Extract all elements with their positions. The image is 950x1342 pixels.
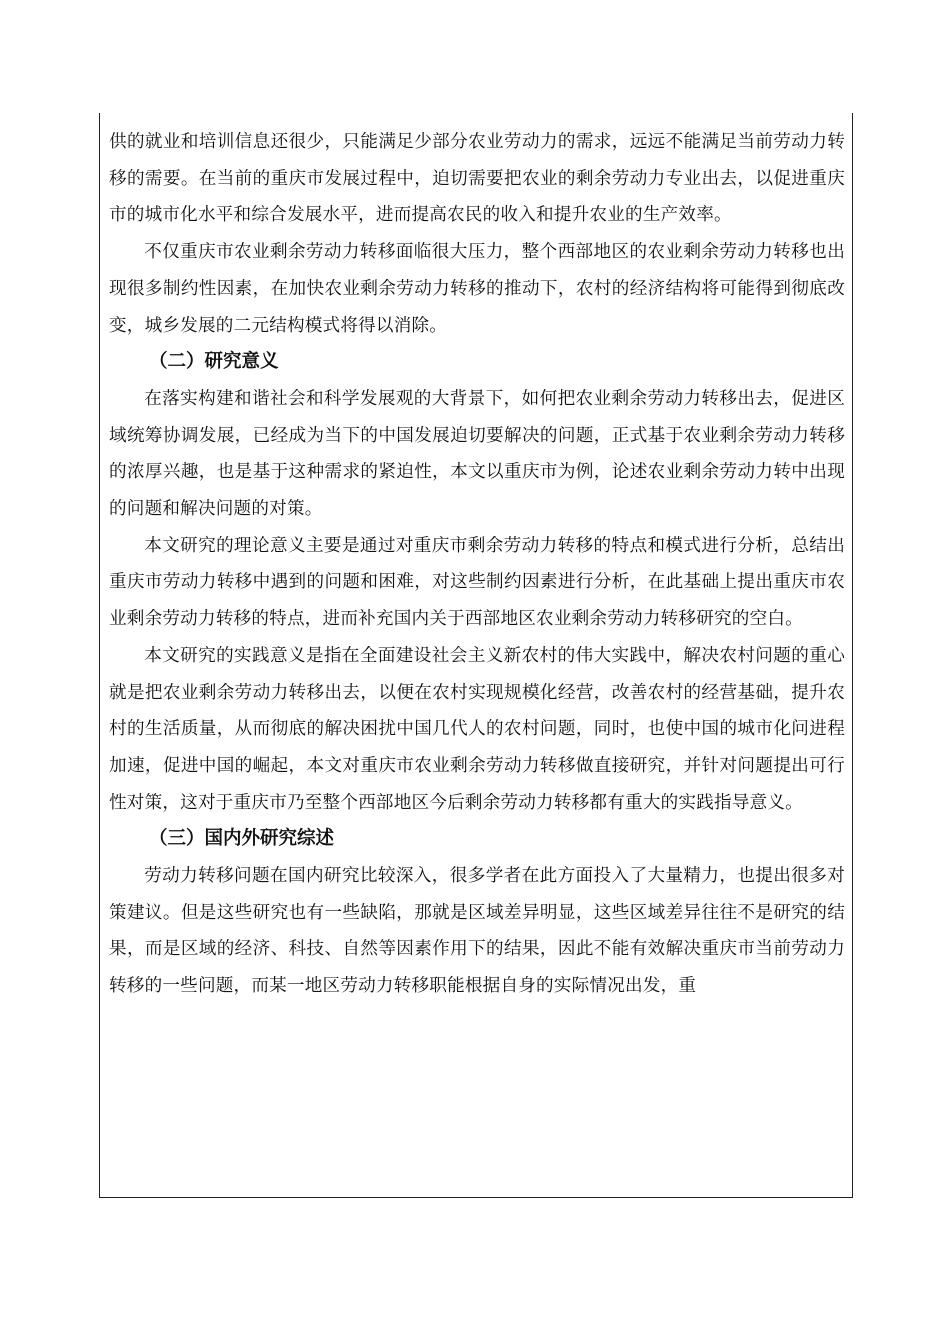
paragraph-pressure: 不仅重庆市农业剩余劳动力转移面临很大压力，整个西部地区的农业剩余劳动力转移也出现很多制约性因素，在加快农业剩余劳动力转移的推动下，农村的经济结构将可能得到彻底改变，城乡发展的二元结构模式将得以消除。 [109,242,845,336]
section-heading-literature-review: （三）国内外研究综述 [149,828,335,850]
paragraph-significance-intro: 在落实构建和谐社会和科学发展观的大背景下，如何把农业剩余劳动力转移出去，促进区域统筹协调发展，已经成为当下的中国发展迫切要解决的问题，正式基于农业剩余劳动力转移的浓厚兴趣，也是基于这种需求的紧迫性，本文以重庆市为例，论述农业剩余劳动力转中出现的问题和解决问题的对策。 [109,388,845,520]
section-heading-significance: （二）研究意义 [149,351,279,373]
paragraph-literature-review: 劳动力转移问题在国内研究比较深入，很多学者在此方面投入了大量精力，也提出很多对策建议。但是这些研究也有一些缺陷，那就是区域差异明显，这些区域差异往往不是研究的结果，而是区域的经济、科技、自然等因素作用下的结果，因此不能有效解决重庆市当前劳动力转移的一些问题，而某一地区劳动力转移职能根据自身的实际情况出发，重 [109,866,845,997]
document-body [109,124,845,1005]
paragraph-practical-significance: 本文研究的实践意义是指在全面建设社会主义新农村的伟大实践中，解决农村问题的重心就是把农业剩余劳动力转移出去，以便在农村实现规模化经营，改善农村的经营基础，提升农村的生活质量，从而彻底的解决困扰中国几代人的农村问题，同时，也使中国的城市化问进程加速，促进中国的崛起，本文对重庆市农业剩余劳动力转移做直接研究，并针对问题提出可行性对策，这对于重庆市乃至整个西部地区今后剩余劳动力转移都有重大的实践指导意义。 [109,645,845,813]
paragraph-theoretical-significance: 本文研究的理论意义主要是通过对重庆市剩余劳动力转移的特点和模式进行分析，总结出重庆市劳动力转移中遇到的问题和困难，对这些制约因素进行分析，在此基础上提出重庆市农业剩余劳动力转移的特点，进而补充国内关于西部地区农业剩余劳动力转移研究的空白。 [109,535,845,630]
paragraph-continuation: 供的就业和培训信息还很少，只能满足少部分农业劳动力的需求，远远不能满足当前劳动力转移的需要。在当前的重庆市发展过程中，迫切需要把农业的剩余劳动力专业出去，以促进重庆市的城市化水平和综合发展水平，进而提高农民的收入和提升农业的生产效率。 [109,132,845,226]
